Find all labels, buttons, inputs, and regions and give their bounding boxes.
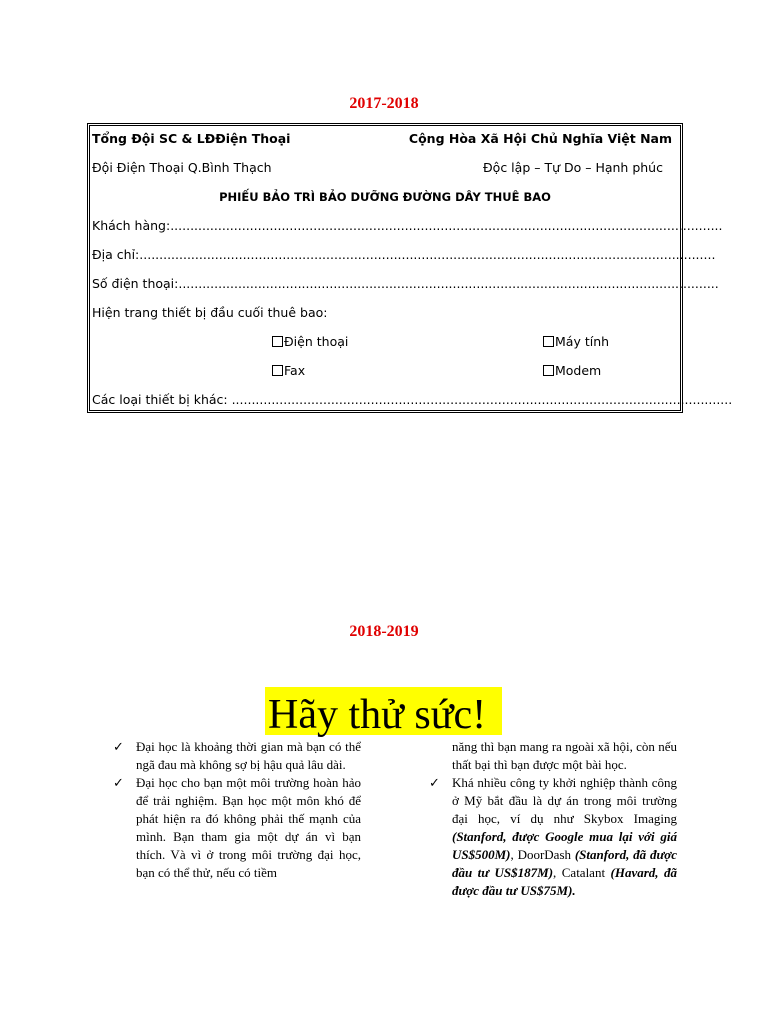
checkbox-icon <box>272 365 283 376</box>
form-title: PHIẾU BẢO TRÌ BẢO DƯỠNG ĐƯỜNG DÂY THUÊ BAO <box>219 190 551 204</box>
country-motto: Cộng Hòa Xã Hội Chủ Nghĩa Việt Nam <box>408 131 672 146</box>
equipment-status-label: Hiện trang thiết bị đầu cuối thuê bao: <box>92 305 328 320</box>
right-column <box>429 738 677 900</box>
checkbox-icon <box>543 365 554 376</box>
checkbox-icon <box>272 336 283 347</box>
motto-line: Độc lập – Tự Do – Hạnh phúc <box>483 160 663 175</box>
item-text: , DoorDash <box>510 847 575 862</box>
year-heading-2018: 2018-2019 <box>349 623 419 640</box>
maintenance-form <box>89 125 733 411</box>
check-icon: ✓ <box>113 775 124 790</box>
item-text: Khá nhiều công ty khởi nghiệp thành công ở Mỹ bắt đầu là dự án trong môi trường đại học, ví dụ như Skybox Imaging <box>452 775 677 826</box>
option-modem <box>543 363 601 379</box>
item-emphasis: (Havard, đã được đầu tư US$75M). <box>452 865 677 898</box>
banner-text: Hãy thử sức! <box>268 692 487 738</box>
option-computer <box>543 334 609 350</box>
item-emphasis: (Stanford, được Google mua lại với giá US$500M) <box>452 829 677 862</box>
item-text: năng thì bạn mang ra ngoài xã hội, còn nếu thất bại thì bạn được một bài học. <box>452 739 677 772</box>
option-label: Modem <box>555 363 602 378</box>
item-text: , Catalant <box>553 865 611 880</box>
item-text: Đại học cho bạn một môi trường hoàn hảo để trải nghiệm. Bạn học một môn khó để phát hiện ra đó không phải thế mạnh của mình. Bạn tham gia một dự án vì bạn thích. Và vì ở trong môi trường đại học, bạn có thể thử, nếu có tiềm <box>136 775 361 880</box>
other-equipment-field: Các loại thiết bị khác: .............................................................................................................................. <box>92 392 733 407</box>
checkbox-icon <box>543 336 554 347</box>
customer-field: Khách hàng:........................................................................................................................................... <box>92 218 723 233</box>
option-label: Máy tính <box>555 334 610 349</box>
item-text: Đại học là khoảng thời gian mà bạn có thể ngã đau mà không sợ bị hậu quả lâu dài. <box>136 739 361 772</box>
list-item <box>113 774 361 882</box>
phone-field: Số điện thoại:........................................................................................................................................ <box>92 276 719 291</box>
check-icon: ✓ <box>429 775 440 790</box>
item-emphasis: (Stanford, đã được đầu tư US$187M) <box>452 847 677 880</box>
address-field: Địa chỉ:................................................................................................................................................. <box>92 247 716 262</box>
banner-heading <box>265 687 502 738</box>
org-unit: Đội Điện Thoại Q.Bình Thạch <box>92 160 272 175</box>
option-label: Điện thoại <box>284 334 349 349</box>
list-item-continuation <box>429 738 677 774</box>
left-column <box>113 738 361 882</box>
list-item <box>113 738 361 774</box>
option-phone <box>272 334 348 350</box>
org-name: Tổng Đội SC & LĐĐiện Thoại <box>92 131 291 146</box>
option-fax <box>272 363 305 379</box>
year-heading-2017: 2017-2018 <box>349 95 419 112</box>
list-item <box>429 774 677 900</box>
option-label: Fax <box>284 363 306 378</box>
check-icon: ✓ <box>113 739 124 754</box>
